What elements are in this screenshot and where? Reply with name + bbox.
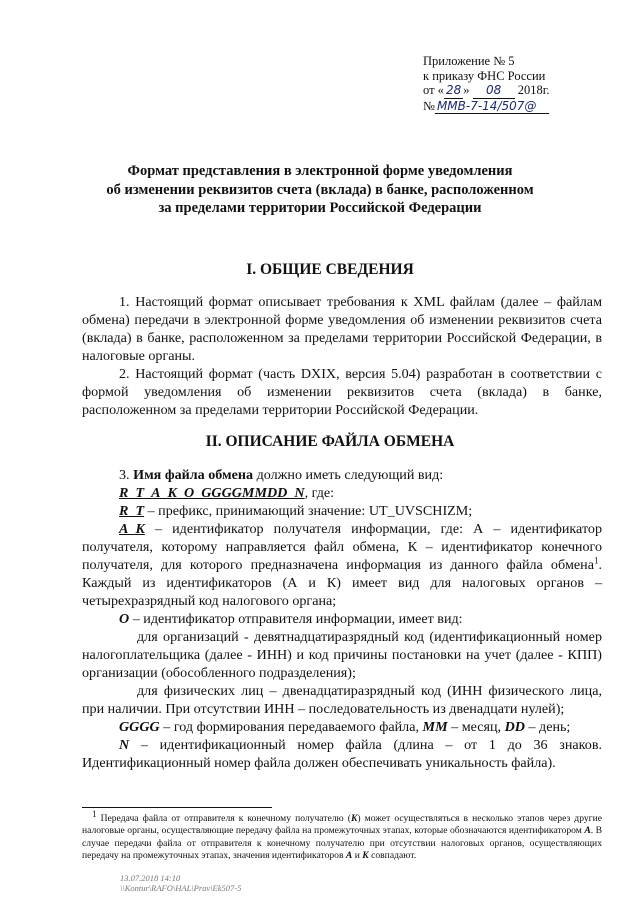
number-prefix: № (423, 98, 435, 113)
mm-code: MM (422, 719, 448, 735)
section-1-body (82, 293, 602, 419)
stamp-line-1: 13.07.2018 14:10 (120, 873, 181, 883)
o-definition (82, 610, 602, 628)
number-value: ММВ-7-14/507@ (435, 99, 549, 115)
ak-text-2: . Каждый из идентификаторов (А и К) имеет вид для налоговых органов – четырехразрядный код налогового органа; (82, 557, 602, 609)
footnote-k-2: K (362, 850, 369, 862)
section-2-heading: II. ОПИСАНИЕ ФАЙЛА ОБМЕНА (205, 433, 455, 450)
gggg-text: – год формирования передаваемого файла, (163, 719, 419, 735)
appendix-block (423, 54, 623, 114)
appendix-number (423, 99, 623, 115)
footnote-divider (82, 807, 272, 808)
footnote-part-5: совпадают. (371, 850, 417, 862)
p3-number: 3. (119, 467, 130, 483)
mm-text: – месяц, (451, 719, 502, 735)
footnote-marker: 1 (92, 808, 97, 819)
n-text: – идентификационный номер файла (длина – от 1 до 36 знаков. Идентификационный номер файла должен обеспечивать уникальность файла). (82, 737, 602, 771)
date-definition (82, 718, 602, 736)
stamp-line-2: \\Kontur\RAFO\HAL\Prav\Ek507-5 (120, 883, 242, 893)
ak-text: – идентификатор получателя информации, где: А – идентификатор получателя, которому направляется файл обмена, К – идентификатор конечного получателя, для которого предназначена информация из данного файла обмена (82, 521, 603, 573)
date-year: 2018 (517, 83, 543, 97)
footnote (82, 808, 603, 863)
footnote-part-1: Передача файла от отправителя к конечному получателю ( (100, 813, 351, 824)
appendix-line-2: к приказу ФНС России (423, 68, 546, 83)
paragraph-2: 2. Настоящий формат (часть DXIX, версия 5.04) разработан в соответствии с формой уведомления об изменении реквизитов счета (вклада) в банке, расположенном за пределами территории Российской Федерации. (82, 366, 602, 418)
filename-pattern (82, 484, 602, 502)
paragraph-3 (82, 466, 602, 484)
title-line-1: Формат представления в электронной форме уведомления (127, 163, 513, 179)
ak-definition (82, 520, 602, 610)
footnote-ref: 1 (593, 555, 599, 566)
date-suffix: г. (542, 83, 550, 97)
p3-bold: Имя файла обмена (133, 467, 254, 483)
footnote-k-1: K (351, 813, 358, 824)
n-code: N (119, 737, 130, 753)
footnote-a-1: A (584, 825, 591, 837)
appendix-line-1: Приложение № 5 (423, 54, 515, 68)
footnote-text (82, 808, 603, 863)
dd-text: – день; (528, 719, 571, 735)
dd-code: DD (504, 719, 525, 735)
date-day: 28 (445, 83, 462, 97)
title-line-3: за пределами территории Российской Федерации (158, 200, 482, 216)
footnote-part-4: и (354, 850, 360, 862)
print-stamp (120, 873, 380, 893)
gggg-code: GGGG (119, 719, 160, 735)
title-line-2: об изменении реквизитов счета (вклада) в банке, расположенном (106, 181, 534, 198)
p3-rest: должно иметь следующий вид: (256, 467, 444, 483)
section-1-heading: I. ОБЩИЕ СВЕДЕНИЯ (246, 261, 414, 278)
rt-code: R_T (119, 503, 145, 519)
rt-definition (82, 502, 602, 520)
fiz-definition: для физических лиц – двенадцатиразрядный код (ИНН физического лица, при наличии. При отсутствии ИНН – последовательность из двенадцати нулей); (82, 683, 602, 717)
date-prefix: от « (423, 83, 444, 97)
section-2-body (82, 466, 602, 772)
document-title (60, 162, 580, 218)
o-code: O (119, 611, 130, 627)
appendix-date (423, 83, 623, 99)
footnote-a-2: A (345, 850, 353, 862)
footnote-part-2: ) может осуществляться в несколько этапов через другие налоговые органы, осуществляющие передачу файла на промежуточных этапах, которые обозначаются идентификатором (82, 813, 602, 837)
ak-code: A_K (119, 521, 145, 537)
rt-text: – префикс, принимающий значение: UT_UVSCHIZM; (147, 503, 473, 519)
pattern-code: R_T_A_K_O_GGGGMMDD_N (119, 485, 305, 501)
n-definition (82, 736, 602, 772)
footnote-part-3: . В случае передачи файла от отправителя к конечному получателю при отсутствии налоговых органов, осуществляющих передачу на промежуточных этапах, значения идентификаторов (82, 825, 603, 862)
o-text: – идентификатор отправителя информации, имеет вид: (132, 611, 463, 627)
date-mid: » (463, 83, 470, 97)
org-definition: для организаций - девятнадцатиразрядный код (идентификационный номер налогоплательщика (далее - ИНН) и код причины постановки на учет (далее - КПП) организации (обособленного подразделения); (82, 629, 602, 681)
pattern-rest: , где: (304, 485, 335, 501)
date-month: 08 (473, 83, 515, 99)
paragraph-1: 1. Настоящий формат описывает требования к XML файлам (далее – файлам обмена) передачи в электронной форме уведомления об изменении реквизитов счета (вклада) в банке, расположенном за пределами территории Российской Федерации, в налоговые органы. (82, 294, 602, 364)
